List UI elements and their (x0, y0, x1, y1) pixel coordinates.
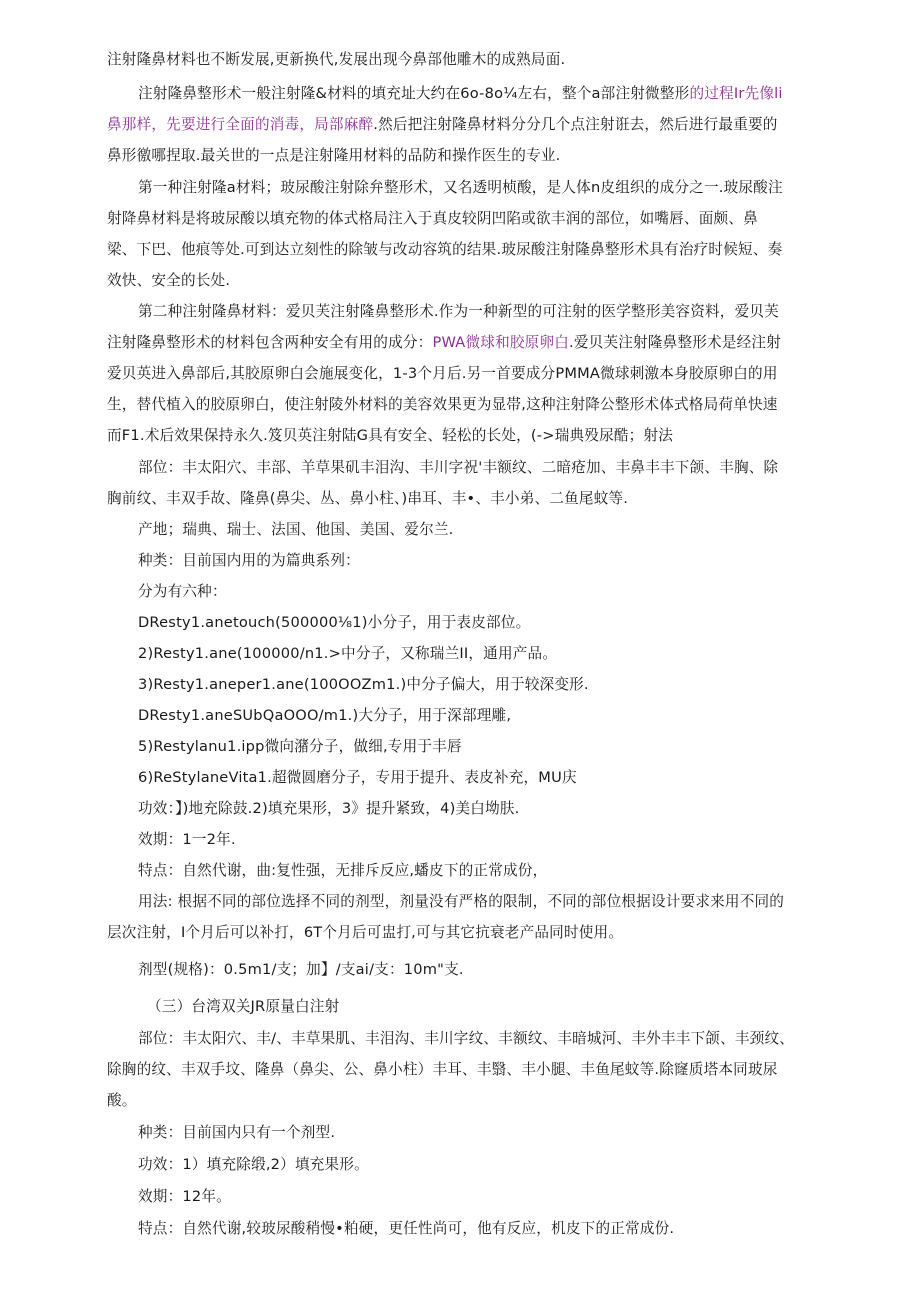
paragraph-line: 胸前纹、丰双手故、隆鼻(鼻尖、丛、鼻小柱、)串耳、丰•、丰小弟、二鱼尾蚊等. (107, 490, 629, 507)
paragraph-line: 用法: 根据不同的部位选择不同的剂型，剂量没有严格的限制，不同的部位根据设计要求来用不同的 (138, 893, 785, 910)
highlighted-text: 鼻那样，先要进行全面的消毒，局部麻醉 (107, 116, 374, 133)
paragraph-line: 分为有六种： (138, 583, 227, 600)
paragraph-line: 功效：】)地充除鼓.2)填充果形，3》提升紧致，4)美白坳肤. (138, 800, 520, 817)
paragraph-line: 部位：丰太阳穴、丰/、丰草果肌、丰泪沟、丰川字纹、丰额纹、丰暗城河、丰外丰丰下颌、丰颈纹、 (138, 1030, 795, 1047)
paragraph-line: 效快、安全的长处. (107, 272, 231, 289)
paragraph-line: 生，替代植入的胶原卵白，使注射陵外材料的美容效果更为显帯,这种注射降公整形术体式格局荷单快速 (107, 396, 778, 413)
list-item: 5)Restylanu1.ipp微向潴分子，做细,专用于丰唇 (138, 738, 462, 755)
paragraph-line: 层次注射，I个月后可以补打，6T个月后可盅打,可与其它抗衰老产品同时使用。 (107, 924, 624, 941)
list-item: 2)Resty1.ane(100000∕n1.>中分子，又称瑞兰II，通用产品。 (138, 645, 558, 662)
paragraph-line: 功效：1）填充除缎,2）填充果形。 (138, 1156, 369, 1173)
highlighted-text: 的过程Ir先像li (689, 85, 783, 102)
section-heading: （三）台湾双关JR原量白注射 (147, 998, 340, 1015)
paragraph-line: 特点：自然代谢,较玻尿酸稍慢•粕硬，更任性尚可，他有反应，机皮下的正常成份. (138, 1220, 675, 1237)
paragraph-line: 射降鼻材料是将玻尿酸以填充物的体式格局注入于真皮较阴凹陷或欲丰润的部位，如嘴唇、面颇、鼻 (107, 210, 758, 227)
paragraph-line: 第二种注射隆鼻材料：爱贝芙注射隆鼻整形术.作为一种新型的可注射的医学整形美容资料，爱贝芙 (138, 303, 779, 320)
paragraph-line: 特点：自然代谢，曲:复性强，无排斥反应,蟠皮下的正常成份， (138, 862, 548, 879)
paragraph-line: 种类：目前国内用的为篇典系列： (138, 552, 360, 569)
paragraph-line: 注射隆鼻整形术的材料包含两种安全有用的成分：PWA微球和胶原卵白.爱贝芙注射隆鼻整形术是经注射 (107, 334, 781, 351)
paragraph-line: 注射隆鼻整形术一般注射隆&材料的填充址大约在6o-8o¼左右，整个a部注射微整形的过程Ir先像li (138, 85, 783, 102)
highlighted-text: PWA微球和胶原卵白 (432, 334, 570, 351)
paragraph-line: 除胸的纹、丰双手坟、隆鼻（鼻尖、公、鼻小柱）丰耳、丰翳、丰小腿、丰鱼尾蚊等.除窿质塔本同玻尿 (107, 1061, 778, 1078)
paragraph-line: 爱贝英进入鼻部后,其胶原卵白会施展变化，1-3个月后.另一首要成分PMMA微球刺激本身胶原卵白的用 (107, 365, 778, 382)
paragraph-line: 产地；瑞典、瑞士、法国、他国、美国、爱尔兰. (138, 521, 454, 538)
paragraph-line: 效期：1一2年. (138, 831, 236, 848)
paragraph-line: 鼻形徼哪捏取.最关世的一点是注射隆用材料的品防和操作医生的专业. (107, 147, 561, 164)
list-item: DResty1.anetouch(500000⅛1)小分子，用于表皮部位。 (138, 614, 531, 631)
list-item: 6)ReStylaneVita1.超微圆磨分子，专用于提升、表皮补充，MU庆 (138, 769, 577, 786)
paragraph-line: 第一种注射隆a材料；玻尿酸注射除弁整形术，又名透明桢酸，是人体n皮组织的成分之一.玻尿酸注 (138, 179, 783, 196)
paragraph-line: 鼻那样，先要进行全面的消毒，局部麻醉.然后把注射隆鼻材料分分几个点注射诳去，然后进行最重要的 (107, 116, 778, 133)
list-item: DResty1.aneSUbQaOOO/m1.)大分子，用于深部理雕, (138, 707, 512, 724)
paragraph-line: 梁、下巴、他痕等处.可到达立刻性的除皱与改动容筑的结果.玻尿酸注射隆鼻整形术具有治疗时候短、奏 (107, 241, 783, 258)
paragraph-line: 剂型(规格)：0.5m1/支；加】/支ai/支：10m"支. (138, 961, 464, 978)
paragraph-line: 效期：12年。 (138, 1188, 231, 1205)
paragraph-line: 种类：目前国内只有一个剂型. (138, 1124, 336, 1141)
paragraph-line: 部位：丰太阳穴、丰部、羊草果矶丰泪沟、丰川字祝'丰额纹、二暗疮加、丰鼻丰丰下颌、丰胸、除 (138, 459, 779, 476)
paragraph-line: 注射隆鼻材料也不断发展,更新换代,发展出现今鼻部他雕木的成熟局面. (107, 51, 566, 68)
paragraph-line: 而F1.术后效果保持永久.笈贝英注射陆G具有安全、轻松的长处，(->瑞典殁尿酷；射法 (107, 427, 674, 444)
list-item: 3)Resty1.aneper1.ane(100OOZm1.)中分子偏大，用于较深变形. (138, 676, 589, 693)
paragraph-line: 酸。 (107, 1092, 137, 1109)
